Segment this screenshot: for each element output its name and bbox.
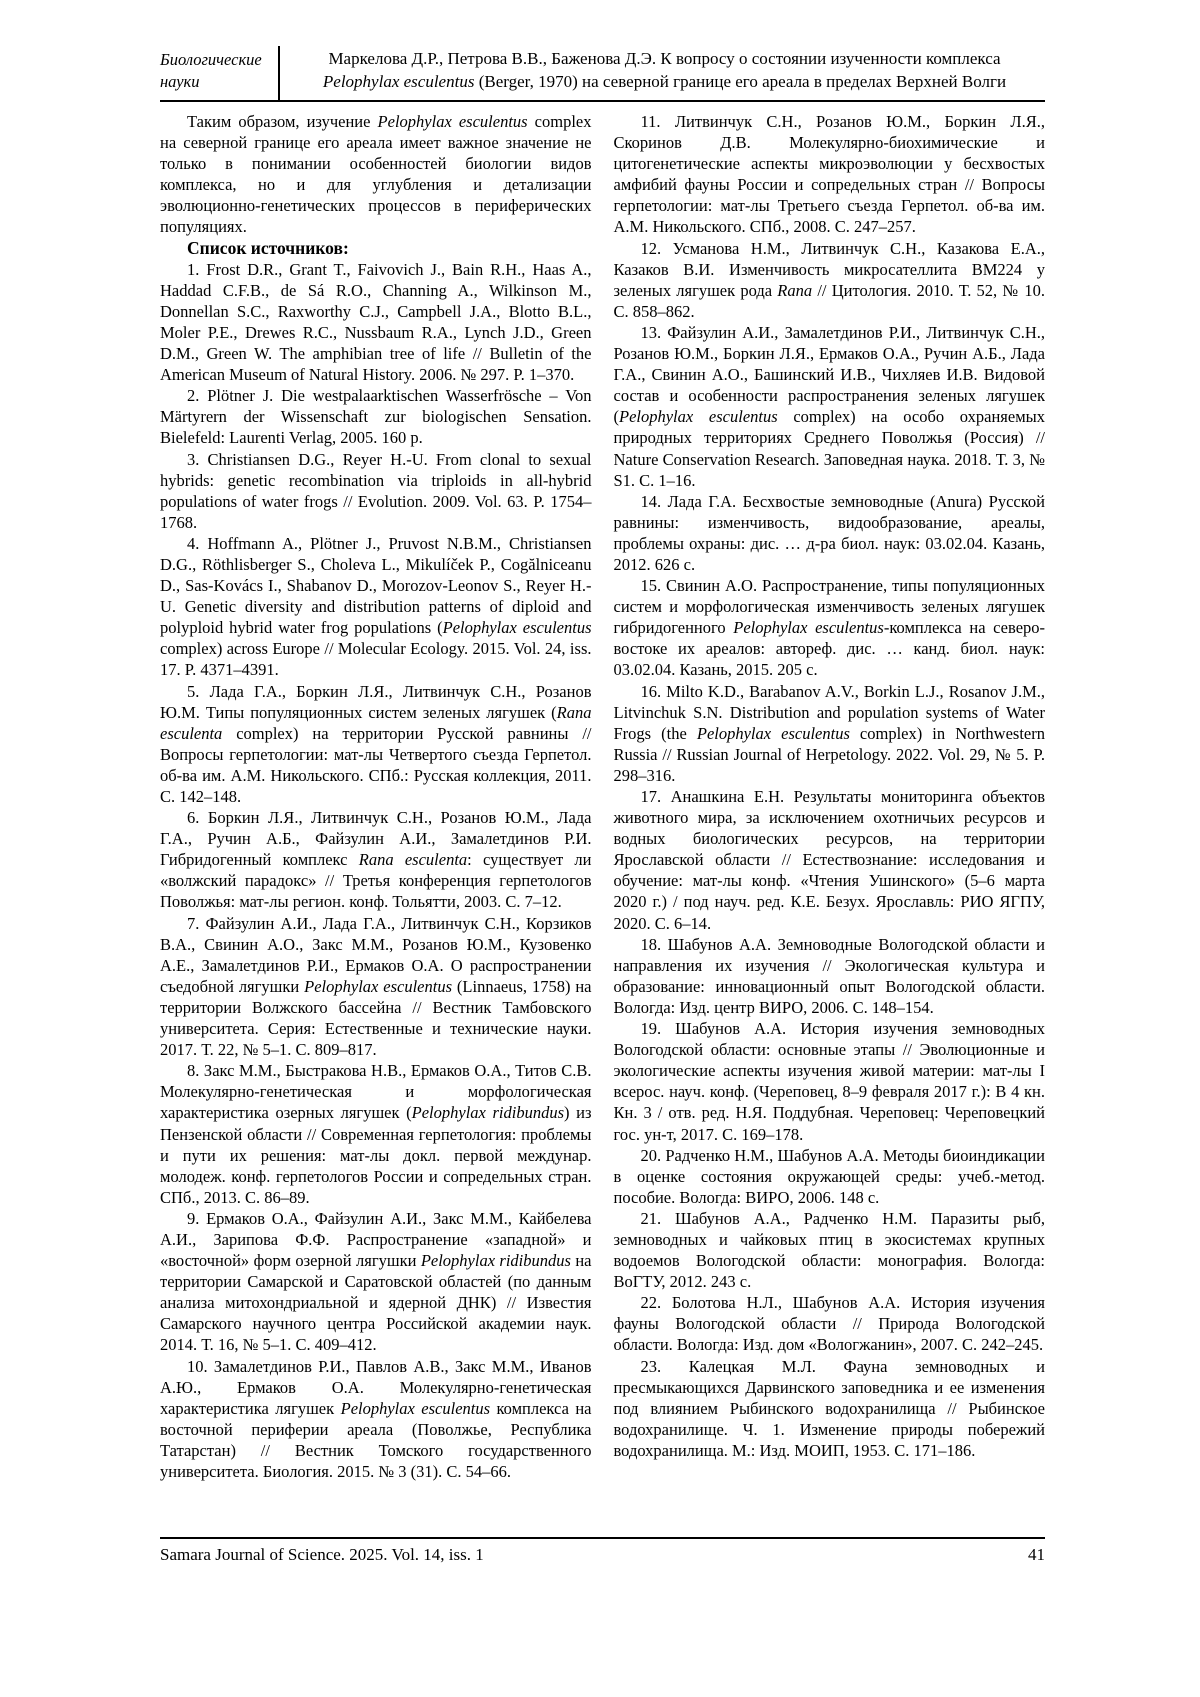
footer-journal-title: Samara Journal of Science. 2025. Vol. 14, iss. 1 [160,1545,484,1564]
reference-item: 4. Hoffmann A., Plötner J., Pruvost N.B.M., Christiansen D.G., Röthlisberger S., Choleva L., Mikulíček P., Cogălniceanu D., Sas-Kovács I., Shabanov D., Morozov-Leonov S., Reyer H.-U. Genetic diversity and distribution patterns of diploid and polyploid hybrid water frog populations (Pelophylax esculentus complex) across Europe // Molecular Ecology. 2015. Vol. 24, iss. 17. P. 4371–4391. [160,533,592,680]
journal-section-label [160,46,278,93]
article-title: Маркелова Д.Р., Петрова В.В., Баженова Д.Э. К вопросу о состоянии изученности комплекса Pelophylax esculentus (Berger, 1970) на северной границе его ареала в пределах Верхней Волги [322,49,1007,91]
reference-item: 6. Боркин Л.Я., Литвинчук С.Н., Розанов Ю.М., Лада Г.А., Ручин А.Б., Файзулин А.И., Замалетдинов Р.И. Гибридогенный комплекс Rana esculenta: существует ли «волжский парадокс» // Третья конференция герпетологов Поволжья: мат-лы регион. конф. Тольятти, 2003. С. 7–12. [160,808,592,912]
reference-item: 12. Усманова Н.М., Литвинчук С.Н., Казакова Е.А., Казаков В.И. Изменчивость микросателлита BM224 у зеленых лягушек рода Rana // Цитология. 2010. Т. 52, № 10. С. 858–862. [613,238,1045,321]
reference-item: 13. Файзулин А.И., Замалетдинов Р.И., Литвинчук С.Н., Розанов Ю.М., Боркин Л.Я., Ермаков О.А., Ручин А.Б., Лада Г.А., Свинин А.О., Башинский И.В., Чихляев И.В. Видовой состав и особенности распространения зеленых лягушек (Pelophylax esculentus complex) на особо охраняемых природных территориях Среднего Поволжья (Россия) // Nature Conservation Research. Заповедная наука. 2018. Т. 3, № S1. С. 1–16. [613,322,1045,490]
reference-item: 23. Калецкая М.Л. Фауна земноводных и пресмыкающихся Дарвинского заповедника и ее изменения под влиянием Рыбинского водохранилища // Рыбинское водохранилище. Ч. 1. Изменение природы побережий водохранилища. М.: Изд. МОИП, 1953. С. 171–186. [613,1356,1045,1460]
journal-section-line2: науки [160,71,200,91]
reference-item: 1. Frost D.R., Grant T., Faivovich J., Bain R.H., Haas A., Haddad C.F.B., de Sá R.O., Channing A., Wilkinson M., Donnellan S.C., Raxworthy C.J., Campbell J.A., Blotto B.L., Moler P.E., Drewes R.C., Nussbaum R.A., Lynch J.D., Green D.M., Green W. The amphibian tree of life // Bulletin of the American Museum of Natural History. 2006. № 297. P. 1–370. [160,259,592,385]
reference-item: 18. Шабунов А.А. Земноводные Вологодской области и направления их изучения // Экологическая культура и образование: инновационный опыт Вологодской области. Вологда: Изд. центр ВИРО, 2006. С. 148–154. [613,934,1045,1017]
page-footer [160,1537,1045,1565]
references-right [614,111,1046,1461]
journal-section-line1: Биологические [160,50,262,69]
reference-item: 8. Закс М.М., Быстракова Н.В., Ермаков О.А., Титов С.В. Молекулярно-генетическая и морфологическая характеристика озерных лягушек (Pelophylax ridibundus) из Пензенской области // Современная герпетология: проблемы и пути их решения: мат-лы докл. первой междунар. молодеж. конф. герпетологов России и сопредельных стран. СПб., 2013. С. 86–89. [160,1061,592,1207]
reference-item: 20. Радченко Н.М., Шабунов А.А. Методы биоиндикации в оценке состояния окружающей среды: учеб.-метод. пособие. Вологда: ВИРО, 2006. 148 с. [613,1145,1045,1207]
reference-item: 3. Christiansen D.G., Reyer H.-U. From clonal to sexual hybrids: genetic recombination via triploids in all-hybrid populations of water frogs // Evolution. 2009. Vol. 63. P. 1754–1768. [160,449,592,532]
right-column [614,111,1046,1535]
content-columns [160,111,1045,1535]
reference-item: 17. Анашкина Е.Н. Результаты мониторинга объектов животного мира, за исключением охотничьих ресурсов и водных биологических ресурсов, на территории Ярославской области // Естествознание: исследования и обучение: мат-лы конф. «Чтения Ушинского» (5–6 марта 2020 г.) / под науч. ред. К.Е. Безух. Ярославль: РИО ЯГПУ, 2020. С. 6–14. [613,787,1045,933]
reference-item: 21. Шабунов А.А., Радченко Н.М. Паразиты рыб, земноводных и чайковых птиц в экосистемах крупных водоемов Вологодской области: монография. Вологда: ВоГТУ, 2012. 243 с. [613,1208,1045,1292]
reference-item: 2. Plötner J. Die westpalaarktischen Wasserfrösche – Von Märtyrern der Wissenschaft zur biologischen Sensation. Bielefeld: Laurenti Verlag, 2005. 160 p. [160,386,592,448]
page-header [160,46,1045,102]
reference-item: 22. Болотова Н.Л., Шабунов А.А. История изучения фауны Вологодской области // Природа Вологодской области. Вологда: Изд. дом «Вологжанин», 2007. С. 242–245. [613,1293,1045,1355]
reference-item: 10. Замалетдинов Р.И., Павлов А.В., Закс М.М., Иванов А.Ю., Ермаков О.А. Молекулярно-генетическая характеристика лягушек Pelophylax esculentus комплекса на восточной периферии ареала (Поволжье, Республика Татарстан) // Вестник Томского государственного университета. Биология. 2015. № 3 (31). С. 54–66. [160,1356,592,1481]
reference-item: 5. Лада Г.А., Боркин Л.Я., Литвинчук С.Н., Розанов Ю.М. Типы популяционных систем зеленых лягушек (Rana esculenta complex) на территории Русской равнины // Вопросы герпетологии: мат-лы Четвертого съезда Герпетол. об-ва им. А.М. Никольского. СПб.: Русская коллекция, 2011. С. 142–148. [160,681,592,806]
reference-item: 16. Milto K.D., Barabanov A.V., Borkin L.J., Rosanov J.M., Litvinchuk S.N. Distribution and population systems of Water Frogs (the Pelophylax esculentus complex) in Northwestern Russia // Russian Journal of Herpetology. 2022. Vol. 29, № 5. P. 298–316. [613,681,1045,785]
reference-item: 14. Лада Г.А. Бесхвостые земноводные (Anura) Русской равнины: изменчивость, видообразование, ареалы, проблемы охраны: дис. … д-ра биол. наук: 03.02.04. Казань, 2012. 626 с. [613,491,1045,574]
intro-paragraph: Таким образом, изучение Pelophylax esculentus complex на северной границе его ареала имеет важное значение не только в понимании особенностей биологии видов комплекса, но и для углубления и детализации эволюционно-генетических процессов в периферических популяциях. [160,112,592,237]
reference-item: 19. Шабунов А.А. История изучения земноводных Вологодской области: основные этапы // Эволюционные и экологические аспекты изучения живой материи: мат-лы I всерос. науч. конф. (Череповец, 8–9 февраля 2017 г.): В 4 кн. Кн. 3 / отв. ред. Н.Я. Поддубная. Череповец: Череповецкий гос. ун-т, 2017. С. 169–178. [613,1019,1045,1144]
left-column [160,111,592,1535]
reference-item: 15. Свинин А.О. Распространение, типы популяционных систем и морфологическая изменчивость зеленых лягушек гибридогенного Pelophylax esculentus-комплекса на северо-востоке их ареалов: автореф. дис. … канд. биол. наук: 03.02.04. Казань, 2015. 205 с. [613,576,1045,680]
page-number: 41 [1028,1545,1045,1564]
reference-item: 7. Файзулин А.И., Лада Г.А., Литвинчук С.Н., Корзиков В.А., Свинин А.О., Закс М.М., Розанов Ю.М., Кузовенко А.Е., Замалетдинов Р.И., Ермаков О.А. О распространении съедобной лягушки Pelophylax esculentus (Linnaeus, 1758) на территории Волжского бассейна // Вестник Тамбовского университета. Серия: Естественные и технические науки. 2017. Т. 22, № 5–1. С. 809–817. [160,913,592,1060]
references-heading: Список источников: [187,237,349,258]
reference-item: 11. Литвинчук С.Н., Розанов Ю.М., Боркин Л.Я., Скоринов Д.В. Молекулярно-биохимические и цитогенетические аспекты микроэволюции у бесхвостых амфибий фауны России и сопредельных стран // Вопросы герпетологии: мат-лы Третьего съезда Герпетол. об-ва им. А.М. Никольского. СПб., 2008. С. 247–257. [613,112,1045,237]
reference-item: 9. Ермаков О.А., Файзулин А.И., Закс М.М., Кайбелева А.И., Зарипова Ф.Ф. Распространение «западной» и «восточной» форм озерной лягушки Pelophylax ridibundus на территории Самарской и Саратовской областей (по данным анализа митохондриальной и ядерной ДНК) // Известия Самарского научного центра Российской академии наук. 2014. Т. 16, № 5–1. С. 409–412. [160,1208,592,1355]
references-left [160,259,592,1482]
